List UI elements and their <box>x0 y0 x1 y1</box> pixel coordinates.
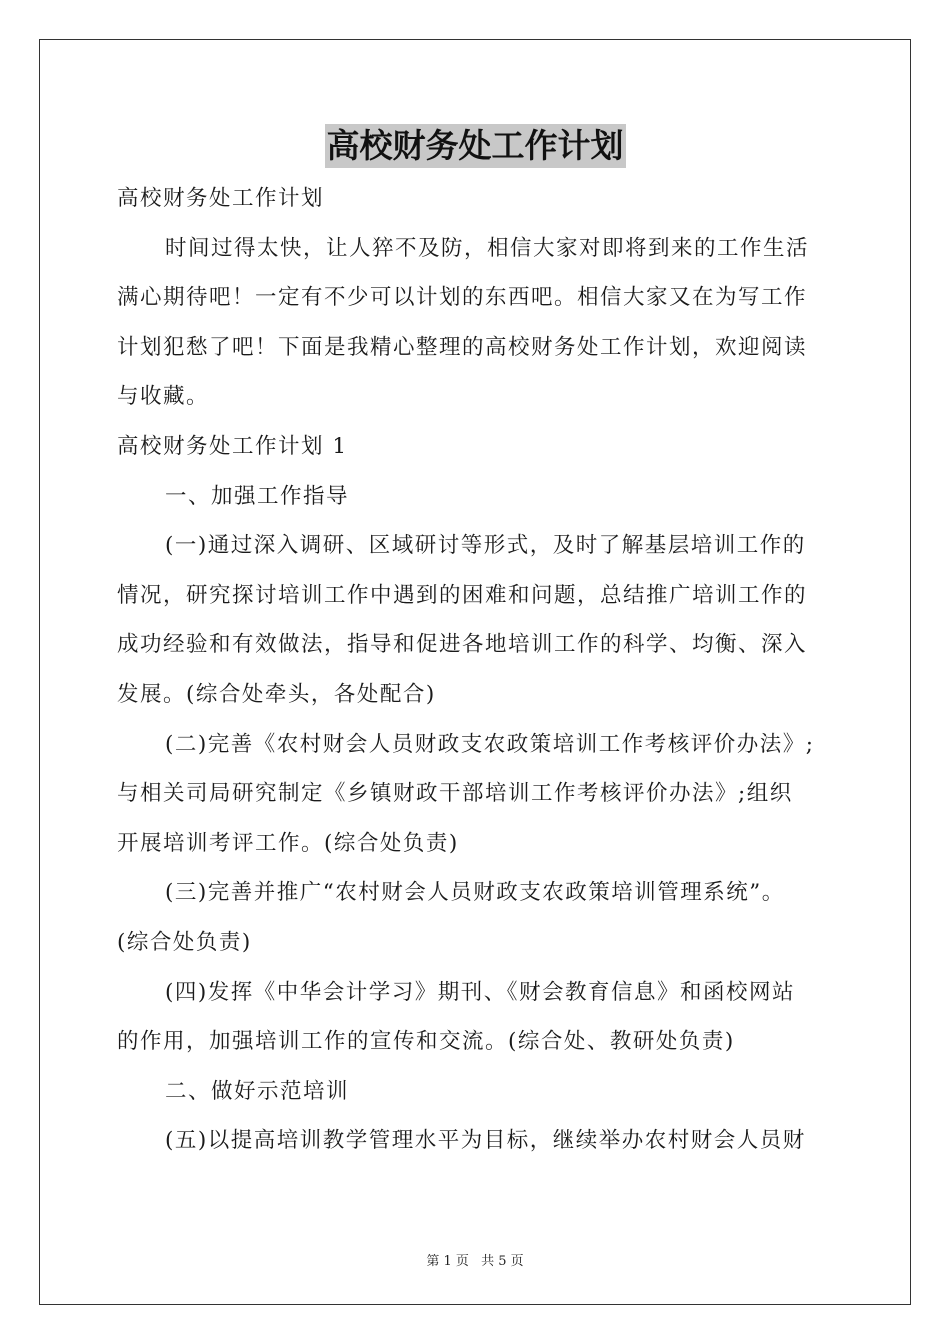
paragraph-line: 发展。(综合处牵头，各处配合) <box>117 681 436 707</box>
paragraph-line: 满心期待吧！一定有不少可以计划的东西吧。相信大家又在为写工作 <box>117 285 808 311</box>
paragraph-line: 与相关司局研究制定《乡镇财政干部培训工作考核评价办法》;组织 <box>117 781 793 807</box>
paragraph-line: (五)以提高培训教学管理水平为目标，继续举办农村财会人员财 <box>165 1128 806 1154</box>
paragraph-line: (四)发挥《中华会计学习》期刊、《财会教育信息》和函校网站 <box>165 979 796 1005</box>
paragraph-line: 的作用，加强培训工作的宣传和交流。(综合处、教研处负责) <box>117 1029 735 1055</box>
document-body <box>117 174 837 1166</box>
section-subheading: 一、加强工作指导 <box>165 483 350 509</box>
paragraph-line: 成功经验和有效做法，指导和促进各地培训工作的科学、均衡、深入 <box>117 632 808 658</box>
paragraph-line: 开展培训考评工作。(综合处负责) <box>117 830 459 856</box>
section-heading: 高校财务处工作计划 1 <box>117 433 348 459</box>
paragraph-line: (一)通过深入调研、区域研讨等形式，及时了解基层培训工作的 <box>165 533 806 559</box>
paragraph-line: 时间过得太快，让人猝不及防，相信大家对即将到来的工作生活 <box>165 235 810 261</box>
paragraph-line: (二)完善《农村财会人员财政支农政策培训工作考核评价办法》; <box>165 731 815 757</box>
section-subheading: 二、做好示范培训 <box>165 1078 350 1104</box>
page-count: 共 5 页 <box>481 1254 524 1269</box>
paragraph-line: (三)完善并推广“农村财会人员财政支农政策培训管理系统”。 <box>165 880 785 906</box>
subtitle-line: 高校财务处工作计划 <box>117 186 325 211</box>
title-container <box>0 124 950 168</box>
paragraph-line: (综合处负责) <box>117 929 252 955</box>
page-footer <box>0 1250 950 1269</box>
paragraph-line: 与收藏。 <box>117 384 210 410</box>
document-title: 高校财务处工作计划 <box>325 124 626 168</box>
paragraph-line: 情况，研究探讨培训工作中遇到的困难和问题，总结推广培训工作的 <box>117 582 808 608</box>
paragraph-line: 计划犯愁了吧！下面是我精心整理的高校财务处工作计划，欢迎阅读 <box>117 334 808 360</box>
page-number: 第 1 页 <box>426 1254 469 1269</box>
